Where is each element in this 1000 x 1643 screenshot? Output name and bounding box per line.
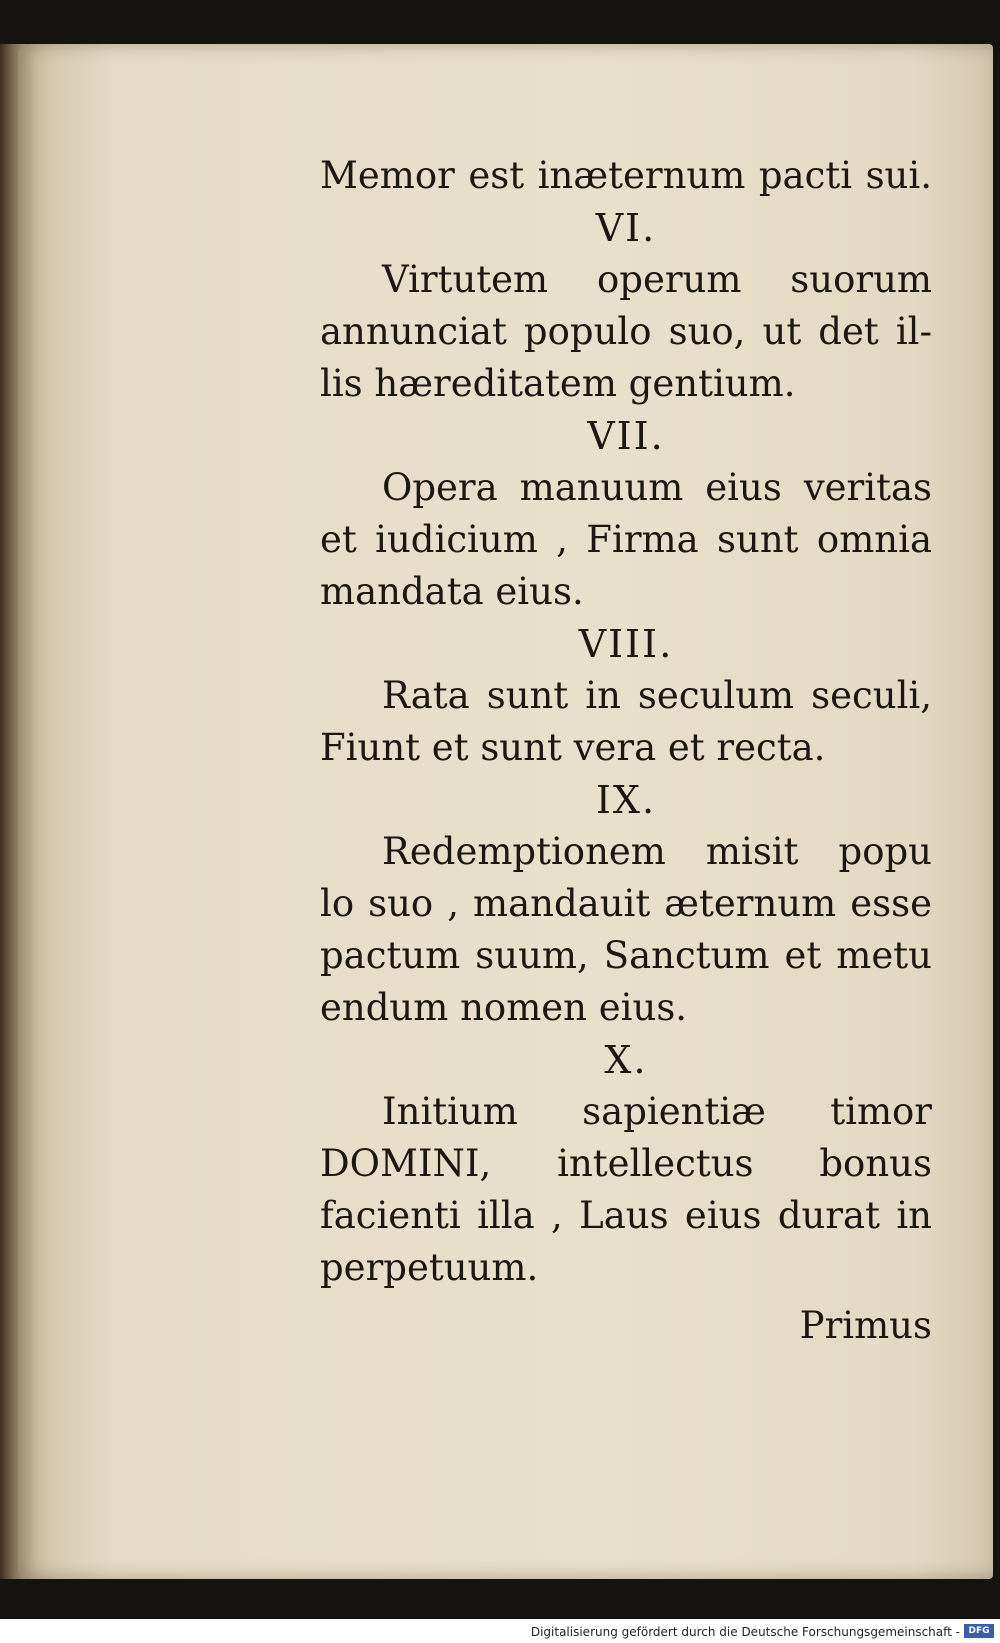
text-line: annunciat populo suo, ut det il- xyxy=(320,310,932,353)
text-line: Rata sunt in seculum seculi, xyxy=(382,674,932,717)
text-line: mandata eius. xyxy=(320,570,584,613)
verse-number: VI. xyxy=(595,206,657,250)
footer-credit: Digitalisierung gefördert durch die Deutsche Forschungsgemeinschaft - xyxy=(530,1625,960,1639)
text-line: Virtutem operum suorum xyxy=(382,258,932,301)
text-line: facienti illa , Laus eius durat in xyxy=(320,1194,932,1237)
verse-number: VII. xyxy=(587,414,665,458)
digitization-footer xyxy=(0,1619,1000,1643)
text-line: Opera manuum eius veritas xyxy=(382,466,932,509)
verse-number: IX. xyxy=(595,778,657,822)
text-line: Memor est inæternum pacti sui. xyxy=(320,154,932,197)
verse-number: VIII. xyxy=(578,622,674,666)
text-line: endum nomen eius. xyxy=(320,986,688,1029)
catchword: Primus xyxy=(799,1304,932,1347)
text-line: Fiunt et sunt vera et recta. xyxy=(320,726,826,769)
text-block xyxy=(320,150,932,1352)
text-line: Initium sapientiæ timor xyxy=(382,1090,932,1133)
text-line: Redemptionem misit popu xyxy=(382,830,932,873)
text-line: perpetuum. xyxy=(320,1246,539,1289)
dfg-logo: DFG xyxy=(964,1624,994,1638)
text-line: lo suo , mandauit æternum esse xyxy=(320,882,932,925)
verse-number: X. xyxy=(604,1038,648,1082)
text-line: DOMINI, intellectus bonus xyxy=(320,1142,932,1185)
text-line: lis hæreditatem gentium. xyxy=(320,362,796,405)
text-line: pactum suum, Sanctum et metu xyxy=(320,934,932,977)
text-line: et iudicium , Firma sunt omnia xyxy=(320,518,932,561)
